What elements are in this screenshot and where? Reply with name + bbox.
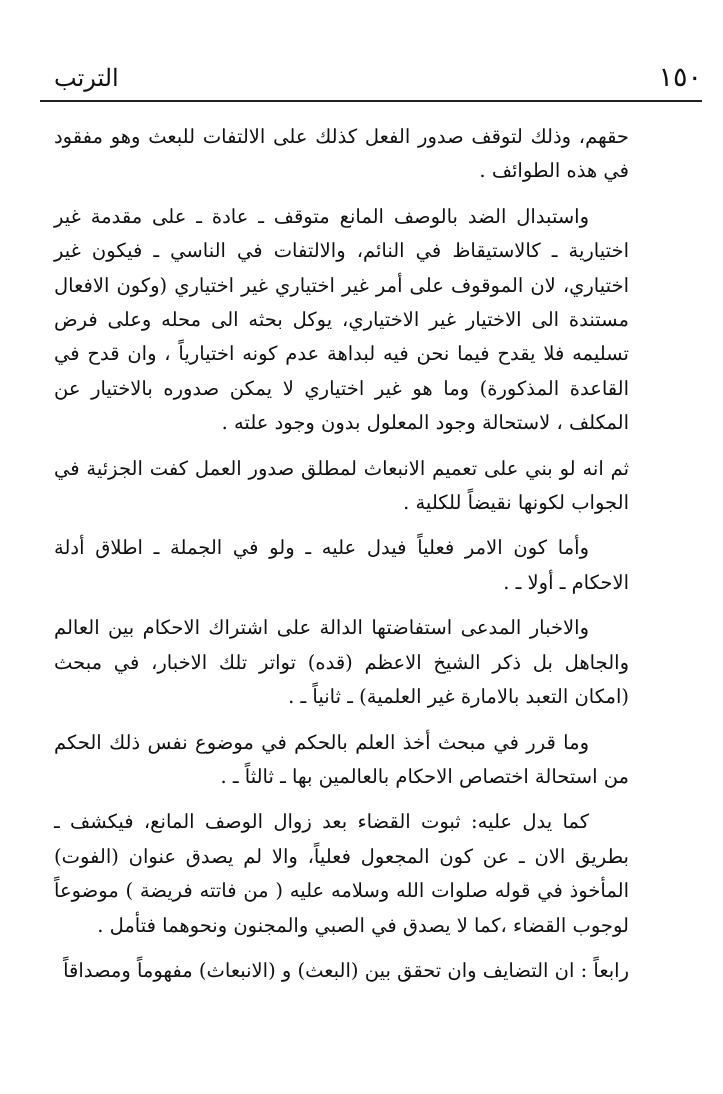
paragraph-1: حقهم، وذلك لتوقف صدور الفعل كذلك على الالتفات للبعث وهو مفقود في هذه الطوائف . — [54, 125, 629, 183]
paragraph-4: وأما كون الامر فعلياً فيدل عليه ـ ولو في الجملة ـ اطلاق أدلة الاحكام ـ أولا ـ . — [54, 536, 629, 594]
paragraph-6: وما قرر في مبحث أخذ العلم بالحكم في موضوع نفس ذلك الحكم من استحالة اختصاص الاحكام بالعالمين بها ـ ثالثاً ـ . — [54, 730, 629, 788]
paragraph-2: واستبدال الضد بالوصف المانع متوقف ـ عادة ـ على مقدمة غير اختيارية ـ كالاستيقاظ في النائم، والالتفات في الناسي ـ فيكون غير اختياري، لان الموقوف على أمر غير اختياري غير اختياري (وكون الافعال مستندة الى الاختيار غير الاختياري، يوكل بحثه الى محله وعلى فرض تسليمه فلا يقدح فيما نحن فيه لبداهة عدم كونه اختيارياً ، وان قدح في القاعدة المذكورة) وما هو غير اختياري لا يمكن صدوره بالاختيار عن المكلف ، لاستحالة وجود المعلول بدون وجود علته . — [54, 204, 629, 435]
paragraph-3: ثم انه لو بني على تعميم الانبعاث لمطلق صدور العمل كفت الجزئية في الجواب لكونها نقيضاً للكلية . — [54, 456, 629, 515]
header-rule — [40, 100, 702, 102]
paragraph-7: كما يدل عليه: ثبوت القضاء بعد زوال الوصف المانع، فيكشف ـ بطريق الان ـ عن كون المجعول فعلياً، والا لم يصدق عنوان (الفوت) المأخوذ في قوله صلوات الله وسلامه عليه ( من فاتته فريضة ) موضوعاً لوجوب القضاء ،كما لا يصدق في الصبي والمجنون ونحوهما فتأمل . — [54, 810, 629, 937]
running-title: الترتب — [54, 64, 119, 92]
page-number: ١٥٠ — [658, 62, 702, 93]
paragraph-8: رابعاً : ان التضايف وان تحقق بين (البعث) و (الانبعاث) مفهوماً ومصداقاً — [63, 958, 629, 982]
body-text — [54, 120, 629, 999]
page-header — [54, 60, 702, 96]
paragraph-5: والاخبار المدعى استفاضتها الدالة على اشتراك الاحكام بين العالم والجاهل بل ذكر الشيخ الاعظم (قده) تواتر تلك الاخبار، في مبحث (امكان التعبد بالامارة غير العلمية) ـ ثانياً ـ . — [54, 616, 629, 709]
